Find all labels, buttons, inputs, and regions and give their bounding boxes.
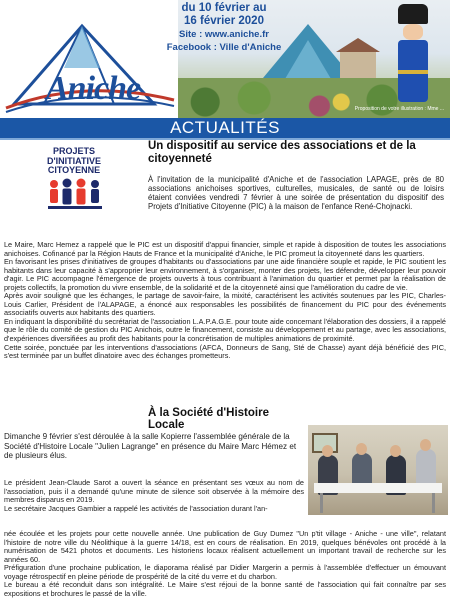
article2-paragraph: Le président Jean-Claude Sarot a ouvert la séance en présentant ses vœux au nom de l'association, puis il a demandé qu'une minute de silence soit observée à la mémoire des membres disparus en 2019. bbox=[4, 478, 304, 505]
article1-paragraph: Après avoir souligné que les échanges, le partage de savoir-faire, la mixité, caractérisent les activités soutenues par les PIC, Charles-Louis Carlier, Président de l'ALAPAGE, a énoncé aux responsables les possibilités de financement du PIC pour des événements associatifs ouverts aux habitants des quartiers. bbox=[4, 291, 446, 318]
masthead bbox=[0, 0, 450, 118]
section-banner: ACTUALITÉS bbox=[0, 118, 450, 138]
article2-body bbox=[4, 530, 446, 598]
article2-title: À la Société d'Histoire Locale bbox=[148, 407, 269, 431]
issue-date-line1: du 10 février au bbox=[181, 2, 267, 14]
article1-paragraph: En favorisant les prises d'initiatives de groupes d'habitants ou d'associations par une aide financière souple et rapide, le PIC soutient les habitants dans leur capacité à s'approprier leur environnement, à s'organiser, monter des projets, les défendre, développer leur pouvoir d'agir. Le PIC accompagne l'émergence de projets ouverts à tous contribuant à l'animation du quartier et permet par la réalisation de projets collectifs, la promotion du vivre ensemble, de la solidarité et de la citoyenneté ainsi que l'amélioration du cadre de vie. bbox=[4, 257, 446, 292]
article2-paragraph: Le secrétaire Jacques Gambier a rappelé les activités de l'association durant l'an- bbox=[4, 503, 268, 513]
article2-paragraph: Préfiguration d'une prochaine publication, le diaporama réalisé par Didier Margerin a permis à l'assemblée d'effectuer un émouvant voyage rétrospectif en pleine période de prospérité de la cité du verre et du charbon. bbox=[4, 563, 446, 581]
aniche-logo bbox=[4, 8, 184, 114]
facebook-link[interactable]: Facebook : Ville d'Aniche bbox=[166, 42, 282, 53]
article2-intro: Dimanche 9 février s'est déroulée à la salle Kopierre l'assemblée générale de la Société d'Histoire Locale "Julien Lagrange" en présence du Maire Marc Hémez et de plusieurs élus. bbox=[4, 432, 297, 461]
issue-date-line2: 16 février 2020 bbox=[184, 15, 264, 27]
article1-title: Un dispositif au service des associations et de la citoyenneté bbox=[148, 140, 416, 165]
people-group-icon bbox=[46, 178, 104, 212]
pic-logo-image bbox=[6, 142, 142, 239]
article2-paragraph: née écoulée et les projets pour cette nouvelle année. Une publication de Guy Dumez "Un p'tit village - Aniche - une ville", relatant l'histoire de notre ville du Néolithique à la guerre 14/18, est en cours de réalisation. En 2019, quelques bénévoles ont procédé à la numérisation de 5421 photos et documents. Les historiens locaux réalisent actuellement un important travail de recherche sur les années 60. bbox=[4, 529, 446, 564]
article1-paragraph: Cette soirée, ponctuée par les interventions d'associations (AFCA, Donneurs de Sang, Sté de Chasse) ayant déjà bénéficié des PIC, s'est terminée par un buffet dînatoire avec des échanges prometteurs. bbox=[4, 342, 446, 361]
website-link[interactable]: Site : www.aniche.fr bbox=[179, 29, 269, 40]
logo-text: Aniche bbox=[46, 70, 141, 107]
article1-body bbox=[4, 241, 446, 361]
issue-info bbox=[166, 2, 282, 54]
article1-paragraph: Le Maire, Marc Hemez a rappelé que le PIC est un dispositif d'appui financier, simple et rapide à disposition de toutes les associations anichoises. Cofinancé par la Région Hauts de France et la municipalité d'Aniche, le PIC promeut la citoyenneté dans les quartiers. bbox=[4, 240, 446, 258]
article2-paragraph: Le bureau a été reconduit dans son intégralité. Le Maire s'est réjoui de la bonne santé de l'association qui fait connaître par ses expositions et brochures le passé de la ville. bbox=[4, 580, 446, 598]
photo-credit: Proposition de votre illustration : Mme ... bbox=[354, 106, 444, 112]
mascot-figure-image bbox=[396, 4, 430, 114]
pic-logo-title: PROJETS D'INITIATIVE CITOYENNE bbox=[47, 146, 101, 175]
assembly-meeting-photo bbox=[308, 425, 448, 515]
article1-intro: À l'invitation de la municipalité d'Aniche et de l'association LAPAGE, près de 80 associations anichoises sportives, culturelles, musicales, de santé ou de loisirs étaient conviées vendredi 7 février à une soirée de présentation du dispositif des Projets d'Initiative Citoyenne (PIC) à la maison de l'enfance René-Chojnacki. bbox=[148, 175, 444, 212]
article2-body-beside-photo bbox=[4, 479, 304, 513]
article1-paragraph: En indiquant la disponibilité du secrétariat de l'association L.A.P.A.G.E. pour toute aide concernant l'élaboration des dossiers, il a rappelé que le rôle du comité de gestion du PIC Anichois, outre le financement, consiste au développement et au partage, avec les associations, d'expériences diversifiées au profit des habitants pour la concrétisation de multiples animations de proximité. bbox=[4, 316, 446, 344]
